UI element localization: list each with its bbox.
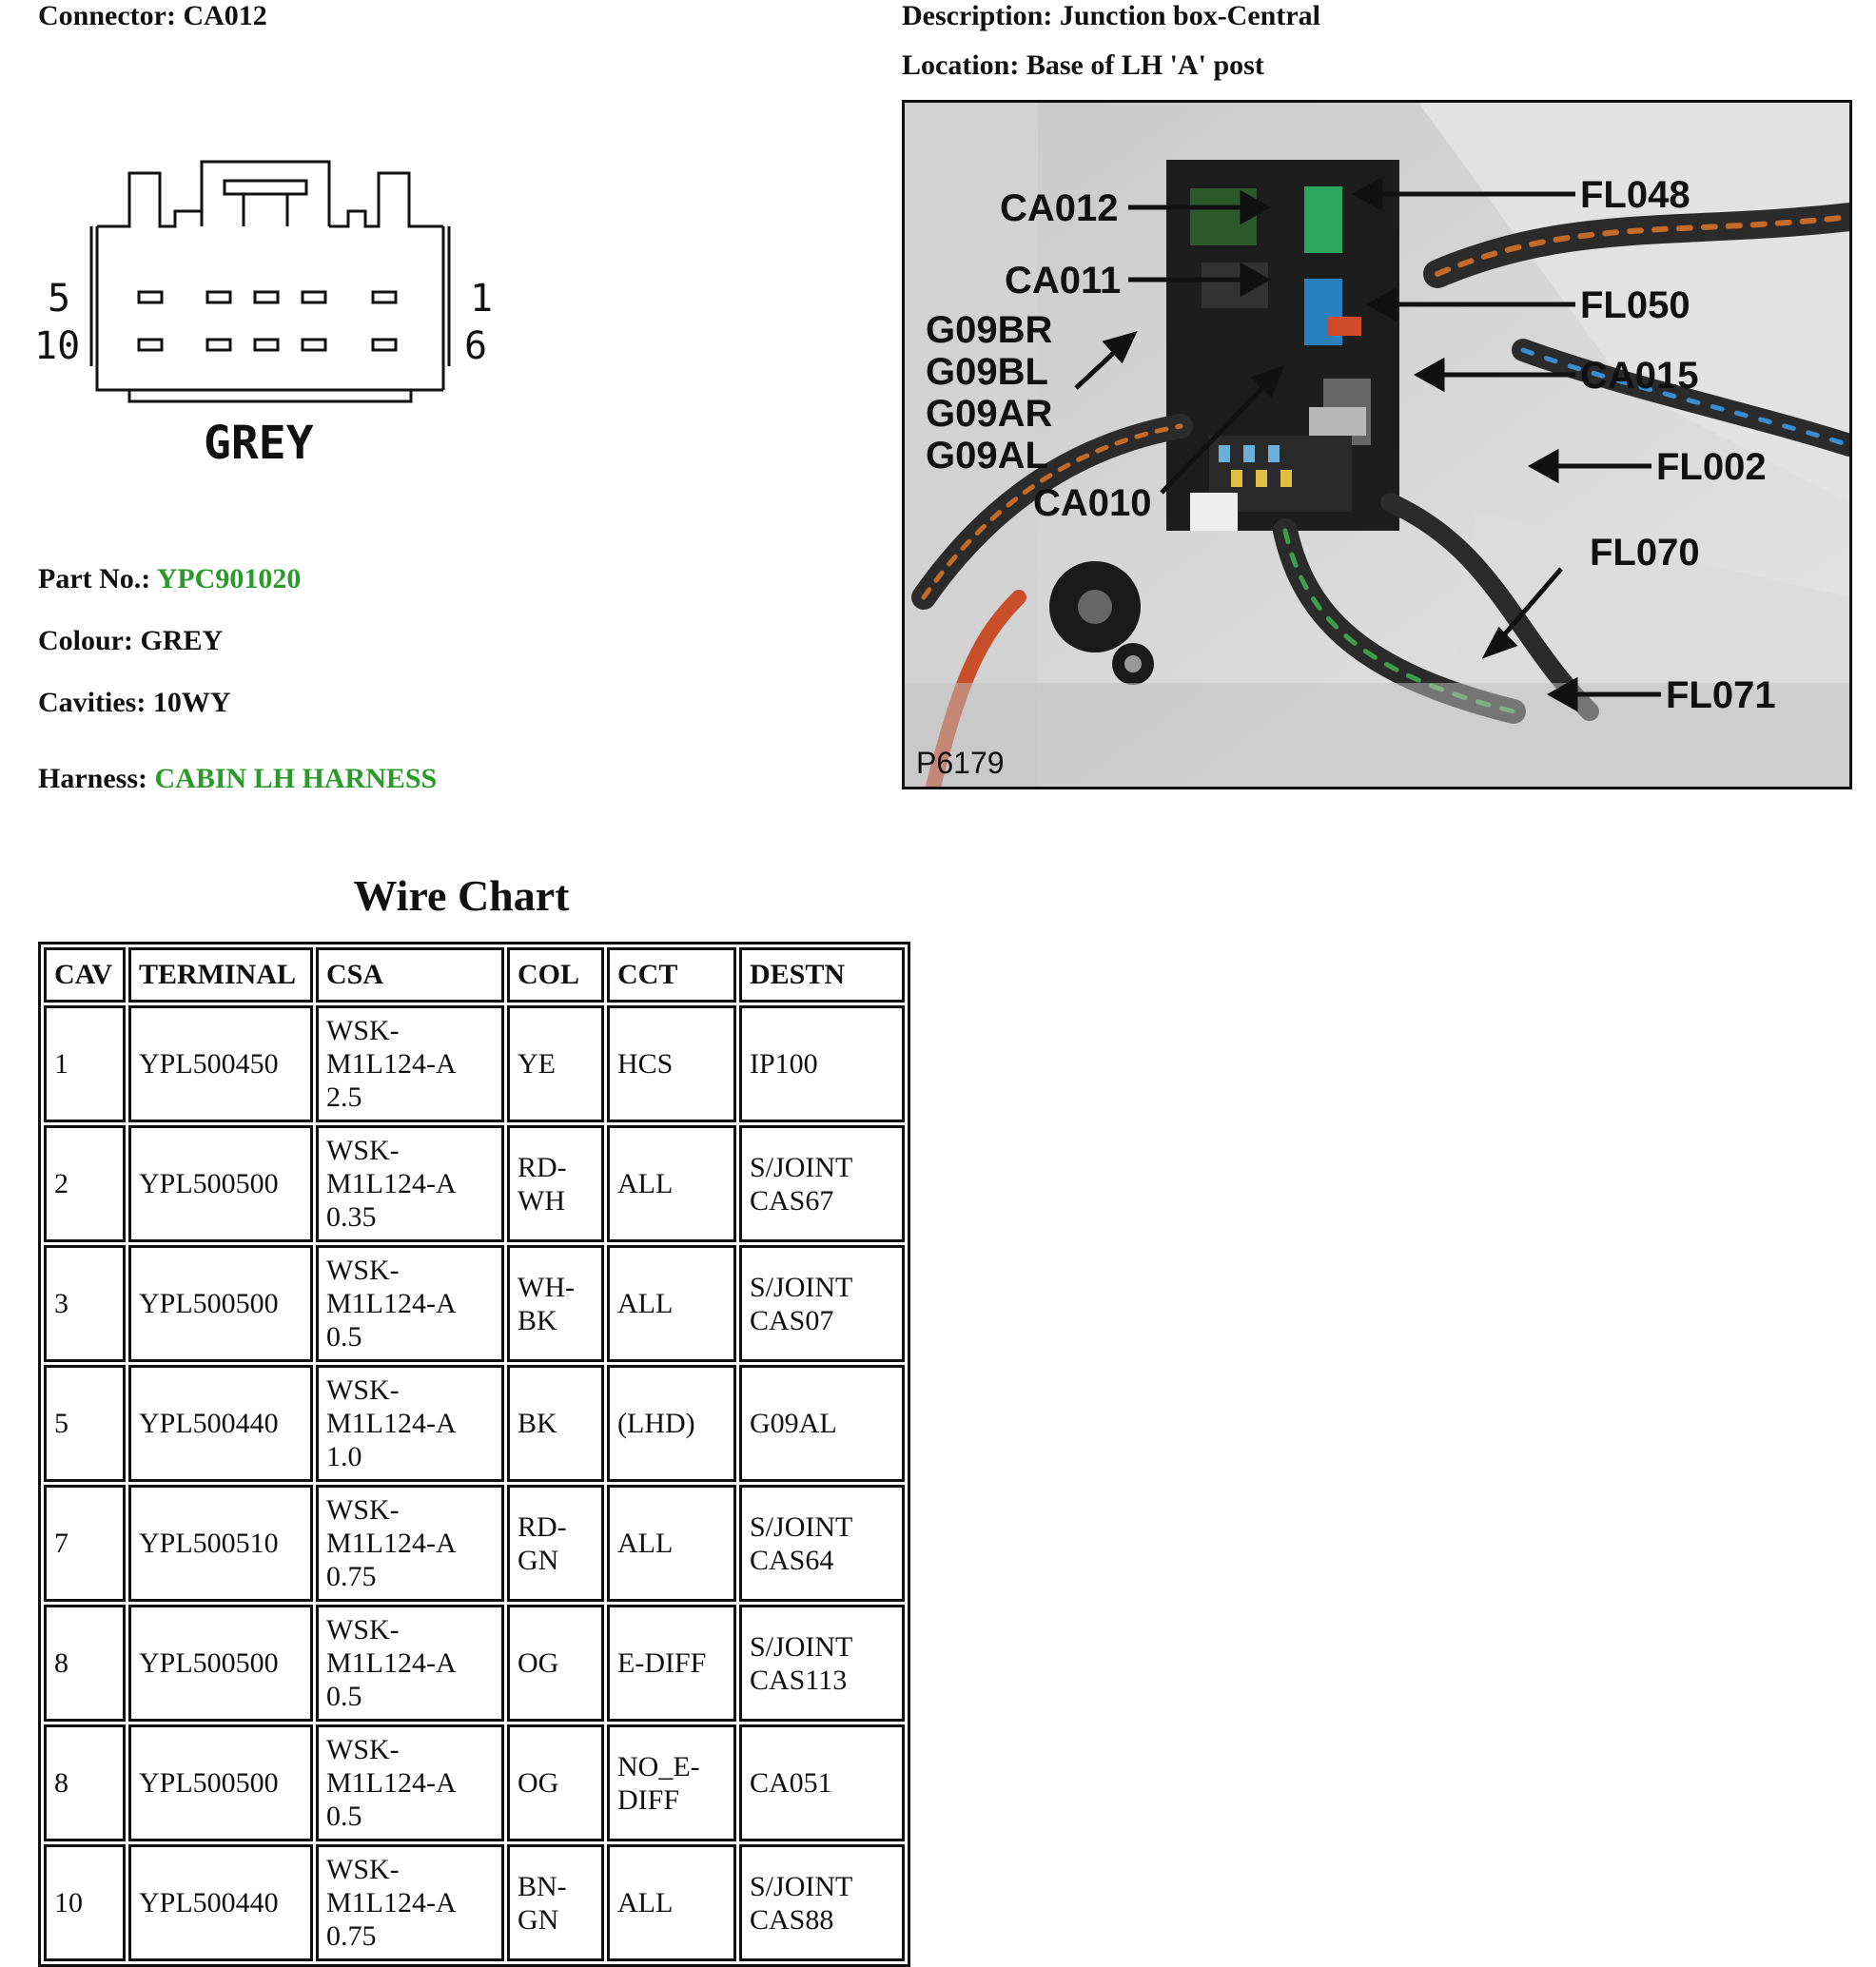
colour-value: GREY	[140, 625, 224, 656]
cell-cct-line: ALL	[617, 1887, 674, 1918]
cell-col-line: BK	[518, 1304, 557, 1336]
cavities-label: Cavities:	[38, 687, 147, 718]
cell-csa-line: 2.5	[326, 1081, 362, 1113]
cell-col	[507, 1365, 604, 1482]
description-value: Junction box-Central	[1059, 0, 1320, 31]
cell-terminal: YPL500440	[128, 1365, 313, 1482]
cell-col-line: GN	[518, 1903, 559, 1936]
cell-destn-line: S/JOINT	[750, 1630, 853, 1663]
pin-label-5: 5	[48, 277, 71, 321]
cell-col	[507, 1605, 604, 1722]
cell-cav: 8	[44, 1605, 126, 1722]
harness-link[interactable]: CABIN LH HARNESS	[154, 763, 438, 794]
table-row	[44, 1245, 905, 1362]
cell-csa-line: WSK-	[326, 1614, 400, 1646]
cell-terminal: YPL500500	[128, 1245, 313, 1362]
cell-cav: 10	[44, 1844, 126, 1961]
table-row	[44, 1605, 905, 1722]
cell-cav: 2	[44, 1125, 126, 1242]
description-label: Description:	[902, 0, 1053, 31]
cell-terminal: YPL500500	[128, 1125, 313, 1242]
cell-destn	[739, 1125, 905, 1242]
part-no-label: Part No.:	[38, 563, 151, 594]
callout-ca011: CA011	[1005, 260, 1122, 302]
cell-destn	[739, 1605, 905, 1722]
cavities-value: 10WY	[152, 687, 231, 718]
cell-csa-line: M1L124-A	[326, 1048, 457, 1080]
cell-destn	[739, 1724, 905, 1841]
location-label: Location:	[902, 49, 1020, 81]
table-row	[44, 1365, 905, 1482]
cell-csa-line: WSK-	[326, 1494, 400, 1526]
cell-csa-line: 0.5	[326, 1321, 362, 1353]
table-row	[44, 1844, 905, 1961]
cell-col	[507, 1245, 604, 1362]
cell-csa-line: M1L124-A	[326, 1168, 457, 1199]
cell-cct-line: ALL	[617, 1168, 674, 1199]
cell-destn-line: CAS07	[750, 1304, 834, 1336]
cell-col	[507, 1485, 604, 1602]
cell-csa	[316, 1005, 504, 1122]
callout-fl050: FL050	[1580, 284, 1690, 326]
cell-csa	[316, 1844, 504, 1961]
colour-label: Colour:	[38, 625, 133, 656]
cell-csa-line: 0.5	[326, 1681, 362, 1712]
wire-chart-table	[38, 942, 910, 1967]
cell-cav: 7	[44, 1485, 126, 1602]
cell-csa-line: M1L124-A	[326, 1887, 457, 1918]
table-row	[44, 1005, 905, 1122]
cell-col-line: YE	[518, 1048, 556, 1080]
cell-csa-line: M1L124-A	[326, 1767, 457, 1799]
harness-row	[38, 763, 437, 795]
cell-col-line: BN-	[518, 1870, 567, 1902]
callout-fl071: FL071	[1666, 674, 1776, 716]
cell-cct-line: ALL	[617, 1288, 674, 1319]
location-photo	[902, 100, 1852, 789]
callout-ca012: CA012	[1000, 187, 1119, 229]
cell-cct	[607, 1245, 736, 1362]
cell-csa-line: M1L124-A	[326, 1647, 457, 1679]
cell-cct-line: NO_E-	[617, 1750, 700, 1782]
cell-destn	[739, 1005, 905, 1122]
cell-cav: 5	[44, 1365, 126, 1482]
cell-cct	[607, 1605, 736, 1722]
pin-label-6: 6	[464, 324, 488, 368]
cell-csa	[316, 1245, 504, 1362]
connector-colour-caption: GREY	[204, 417, 314, 470]
cell-destn-line: S/JOINT	[750, 1151, 853, 1183]
cell-cav: 8	[44, 1724, 126, 1841]
cell-col	[507, 1724, 604, 1841]
callout-g09ar: G09AR	[926, 393, 1053, 435]
callout-fl070: FL070	[1590, 532, 1700, 574]
cell-csa-line: M1L124-A	[326, 1528, 457, 1559]
cell-cct	[607, 1844, 736, 1961]
col-header-cav: CAV	[44, 947, 126, 1003]
connector-label: Connector:	[38, 0, 176, 31]
callout-g09bl: G09BL	[926, 351, 1048, 393]
col-header-cct: CCT	[607, 947, 736, 1003]
cell-terminal: YPL500440	[128, 1844, 313, 1961]
colour-row	[38, 625, 223, 657]
cell-csa	[316, 1365, 504, 1482]
cell-csa-line: 0.5	[326, 1801, 362, 1832]
part-no-row	[38, 563, 301, 595]
cell-col-line: WH	[518, 1184, 565, 1217]
cell-cct	[607, 1125, 736, 1242]
cell-csa-line: WSK-	[326, 1255, 400, 1286]
cell-col-line: BK	[518, 1408, 557, 1439]
cell-csa-line: WSK-	[326, 1135, 400, 1166]
cell-destn	[739, 1485, 905, 1602]
pin-label-1: 1	[470, 277, 494, 321]
cell-csa-line: 1.0	[326, 1441, 362, 1472]
part-no-link[interactable]: YPC901020	[156, 563, 302, 594]
cell-destn-line: IP100	[750, 1048, 818, 1080]
callout-ca010: CA010	[1033, 482, 1152, 524]
cell-col-line: WH-	[518, 1271, 575, 1303]
cell-destn-line: CAS67	[750, 1184, 834, 1217]
col-header-destn: DESTN	[739, 947, 905, 1003]
cell-col	[507, 1844, 604, 1961]
cell-csa-line: M1L124-A	[326, 1288, 457, 1319]
description-heading	[902, 0, 1320, 32]
cell-col-line: RD-	[518, 1151, 567, 1183]
cell-col	[507, 1125, 604, 1242]
cell-cct-line: ALL	[617, 1528, 674, 1559]
cell-cct	[607, 1365, 736, 1482]
cell-terminal: YPL500500	[128, 1724, 313, 1841]
cell-destn	[739, 1365, 905, 1482]
cell-col-line: RD-	[518, 1510, 567, 1543]
cell-terminal: YPL500510	[128, 1485, 313, 1602]
cell-destn-line: CAS113	[750, 1664, 848, 1696]
col-header-terminal: TERMINAL	[128, 947, 313, 1003]
cell-destn-line: S/JOINT	[750, 1271, 853, 1303]
connector-face-diagram	[34, 152, 510, 476]
cell-col	[507, 1005, 604, 1122]
cell-csa-line: WSK-	[326, 1734, 400, 1765]
cell-destn-line: S/JOINT	[750, 1510, 853, 1543]
cell-csa	[316, 1724, 504, 1841]
cell-terminal: YPL500450	[128, 1005, 313, 1122]
cell-cct-line: HCS	[617, 1048, 674, 1080]
connector-heading	[38, 0, 267, 32]
cell-csa	[316, 1605, 504, 1722]
cell-destn	[739, 1844, 905, 1961]
callout-g09br: G09BR	[926, 309, 1053, 351]
cell-csa-line: WSK-	[326, 1374, 400, 1406]
cell-csa-line: WSK-	[326, 1015, 400, 1046]
callout-fl002: FL002	[1656, 446, 1767, 488]
cell-csa-line: M1L124-A	[326, 1408, 457, 1439]
cell-cav: 3	[44, 1245, 126, 1362]
col-header-csa: CSA	[316, 947, 504, 1003]
cell-terminal: YPL500500	[128, 1605, 313, 1722]
wire-chart-header-row	[44, 947, 905, 1003]
cell-csa-line: WSK-	[326, 1854, 400, 1885]
table-row	[44, 1485, 905, 1602]
cell-csa-line: 0.75	[326, 1561, 377, 1592]
cell-csa-line: 0.35	[326, 1201, 377, 1233]
cell-cct	[607, 1485, 736, 1602]
table-row	[44, 1125, 905, 1242]
cell-cct	[607, 1005, 736, 1122]
cell-destn-line: CAS64	[750, 1544, 834, 1576]
cell-col-line: OG	[518, 1647, 559, 1679]
cell-col-line: OG	[518, 1767, 559, 1799]
cell-destn-line: S/JOINT	[750, 1870, 853, 1902]
connector-value: CA012	[183, 0, 267, 31]
cell-cct-line: DIFF	[617, 1783, 680, 1816]
cell-cct-line: (LHD)	[617, 1408, 695, 1439]
cell-csa	[316, 1485, 504, 1602]
cell-destn-line: G09AL	[750, 1408, 837, 1439]
cell-cav: 1	[44, 1005, 126, 1122]
col-header-col: COL	[507, 947, 604, 1003]
wire-chart-title: Wire Chart	[353, 871, 570, 920]
cell-destn-line: CA051	[750, 1767, 832, 1799]
cell-csa	[316, 1125, 504, 1242]
cell-destn	[739, 1245, 905, 1362]
cell-cct-line: E-DIFF	[617, 1647, 707, 1679]
harness-label: Harness:	[38, 763, 147, 794]
photo-ref: P6179	[916, 746, 1005, 780]
cell-destn-line: CAS88	[750, 1903, 834, 1936]
cell-csa-line: 0.75	[326, 1920, 377, 1952]
location-heading	[902, 49, 1264, 82]
cell-col-line: GN	[518, 1544, 559, 1576]
cavities-row	[38, 687, 230, 719]
callout-fl048: FL048	[1580, 174, 1690, 216]
cell-cct	[607, 1724, 736, 1841]
callout-ca015: CA015	[1580, 355, 1699, 397]
pin-label-10: 10	[34, 324, 81, 368]
callout-g09al: G09AL	[926, 435, 1048, 477]
table-row	[44, 1724, 905, 1841]
location-value: Base of LH 'A' post	[1026, 49, 1264, 81]
